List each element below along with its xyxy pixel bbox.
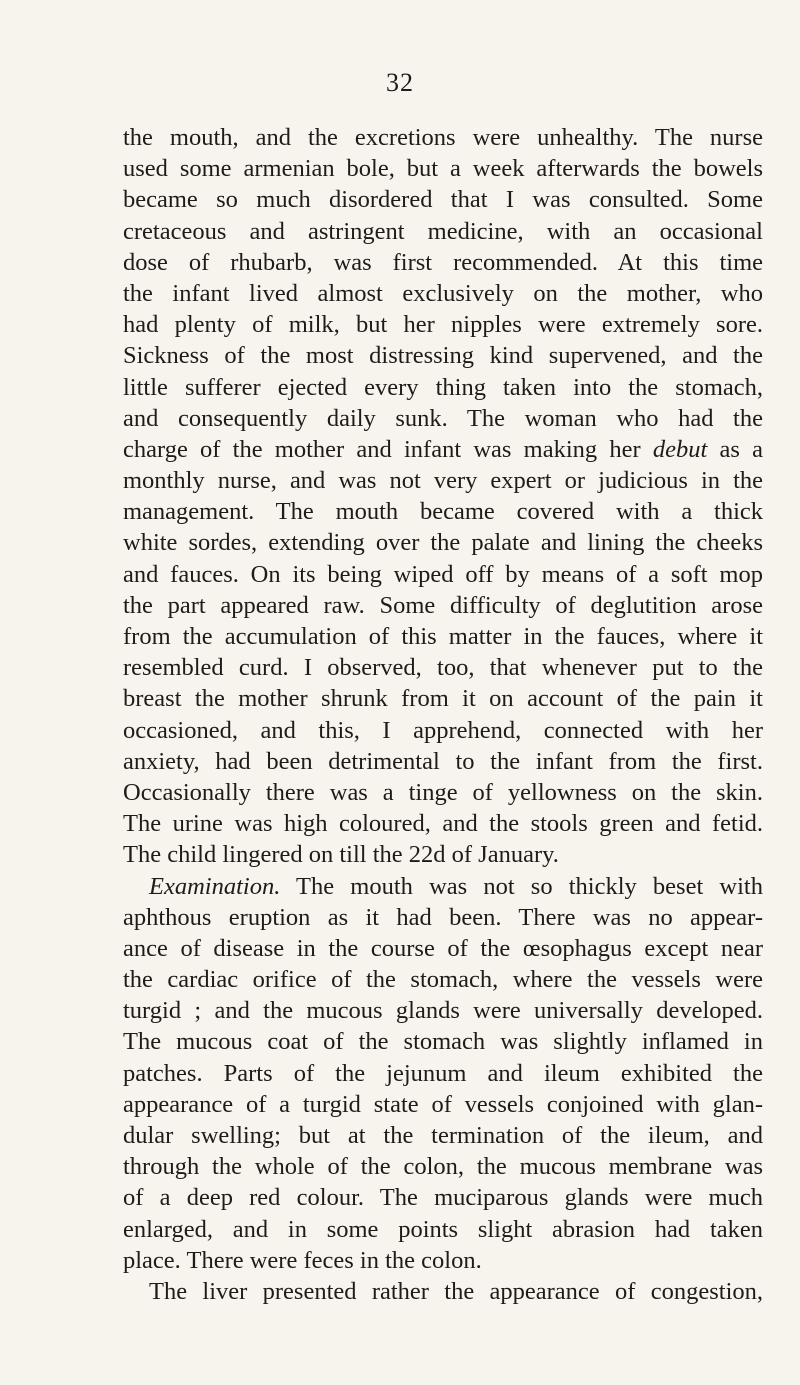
text-line: cretaceous and astringent medicine, with an occasional	[123, 217, 763, 245]
italic-term: Examination.	[149, 872, 281, 900]
text-line: The liver presented rather the appearance of congestion,	[149, 1277, 763, 1305]
text-line: turgid ; and the mucous glands were universally developed.	[123, 997, 763, 1025]
page-number: 32	[386, 68, 414, 97]
text-line: aphthous eruption as it had been. There was no appear-	[123, 903, 763, 931]
text-line: The child lingered on till the 22d of January.	[123, 841, 559, 869]
text-line: appearance of a turgid state of vessels conjoined with glan-	[123, 1090, 763, 1118]
text-line: The mucous coat of the stomach was slightly inflamed in	[123, 1028, 763, 1056]
text-line: Occasionally there was a tinge of yellowness on the skin.	[123, 778, 763, 806]
text-line: patches. Parts of the jejunum and ileum exhibited the	[123, 1059, 763, 1087]
text-line: from the accumulation of this matter in the fauces, where it	[123, 623, 763, 650]
text-line: dose of rhubarb, was first recommended. At this time	[123, 248, 763, 276]
text-line: monthly nurse, and was not very expert or judicious in the	[123, 467, 763, 495]
text-segment: charge of the mother and infant was making her	[123, 435, 653, 463]
text-line: the infant lived almost exclusively on the mother, who	[123, 279, 763, 307]
text-segment: as a	[707, 435, 763, 463]
text-line: The urine was high coloured, and the stools green and fetid.	[123, 810, 763, 838]
text-line	[123, 871, 763, 902]
text-line: the part appeared raw. Some difficulty of deglutition arose	[123, 591, 763, 619]
italic-term: debut	[652, 435, 708, 463]
text-line: enlarged, and in some points slight abrasion had taken	[123, 1215, 763, 1243]
text-line: the mouth, and the excretions were unhealthy. The nurse	[123, 124, 763, 151]
text-line	[123, 434, 763, 465]
text-line: breast the mother shrunk from it on account of the pain it	[123, 685, 763, 713]
text-line: and consequently daily sunk. The woman who had the	[123, 404, 763, 432]
text-line: through the whole of the colon, the mucous membrane was	[123, 1153, 763, 1181]
text-line: ance of disease in the course of the œsophagus except near	[123, 934, 763, 962]
text-line: white sordes, extending over the palate and lining the cheeks	[123, 529, 763, 557]
body-text	[123, 122, 763, 1307]
text-line: of a deep red colour. The muciparous glands were much	[123, 1184, 763, 1212]
text-line: became so much disordered that I was consulted. Some	[123, 186, 763, 214]
text-line: and fauces. On its being wiped off by means of a soft mop	[123, 560, 763, 588]
text-line: place. There were feces in the colon.	[123, 1246, 482, 1274]
text-line: Sickness of the most distressing kind supervened, and the	[123, 342, 763, 370]
text-line: occasioned, and this, I apprehend, connected with her	[123, 716, 763, 744]
text-line: used some armenian bole, but a week afterwards the bowels	[123, 155, 763, 183]
text-line: little sufferer ejected every thing taken into the stomach,	[123, 373, 763, 401]
text-line: had plenty of milk, but her nipples were extremely sore.	[123, 311, 763, 339]
text-line: dular swelling; but at the termination of the ileum, and	[123, 1122, 763, 1149]
text-line: anxiety, had been detrimental to the infant from the first.	[123, 747, 763, 775]
text-line: the cardiac orifice of the stomach, where the vessels were	[123, 966, 763, 994]
text-segment: The mouth was not so thickly beset with	[280, 872, 763, 900]
text-line: management. The mouth became covered with a thick	[123, 498, 763, 526]
text-line: resembled curd. I observed, too, that whenever put to the	[123, 654, 763, 682]
